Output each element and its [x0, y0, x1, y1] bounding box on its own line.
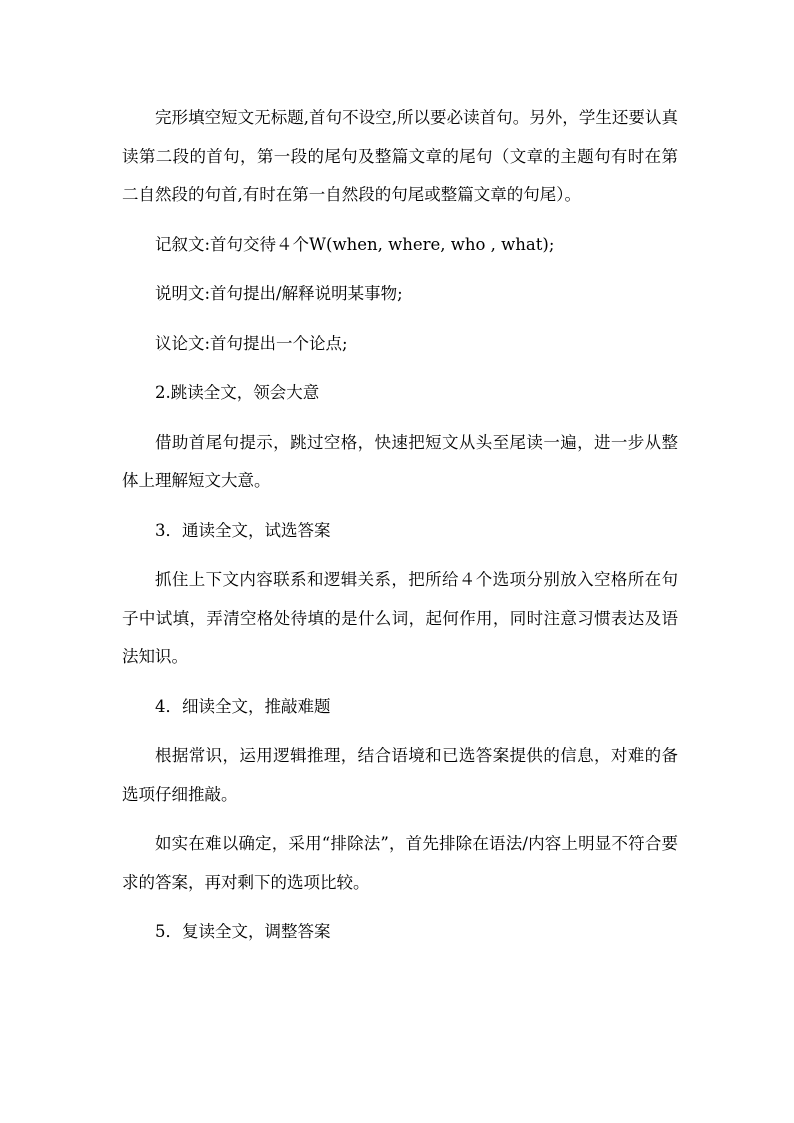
paragraph-step-3: 抓住上下文内容联系和逻辑关系，把所给４个选项分别放入空格所在句子中试填，弄清空格处待填的是什么词，起何作用，同时注意习惯表达及语法知识。 [122, 570, 678, 666]
document-body [122, 99, 678, 952]
heading-step-2: 2.跳读全文，领会大意 [155, 383, 320, 402]
paragraph-expository: 说明文:首句提出/解释说明某事物; [155, 284, 403, 303]
heading-step-4: 4．细读全文，推敲难题 [155, 696, 331, 716]
paragraph-step-4: 根据常识，运用逻辑推理，结合语境和已选答案提供的信息，对难的备选项仔细推敲。 [122, 746, 678, 804]
heading-step-3: 3．通读全文，试选答案 [155, 520, 331, 540]
paragraph-elimination: 如实在难以确定，采用“排除法”，首先排除在语法/内容上明显不符合要求的答案，再对剩下的选项比较。 [122, 834, 678, 892]
paragraph-step-2: 借助首尾句提示，跳过空格，快速把短文从头至尾读一遍，进一步从整体上理解短文大意。 [122, 432, 678, 490]
paragraph-narrative: 记叙文:首句交待４个W(when, where, who , what); [155, 234, 555, 254]
paragraph-argumentative: 议论文:首句提出一个论点; [155, 333, 348, 353]
paragraph-intro: 完形填空短文无标题,首句不设空,所以要必读首句。另外，学生还要认真读第二段的首句，第一段的尾句及整篇文章的尾句（文章的主题句有时在第二自然段的句首,有时在第一自然段的句尾或整篇文章的句尾）。 [122, 108, 678, 204]
heading-step-5: 5．复读全文，调整答案 [155, 922, 331, 941]
